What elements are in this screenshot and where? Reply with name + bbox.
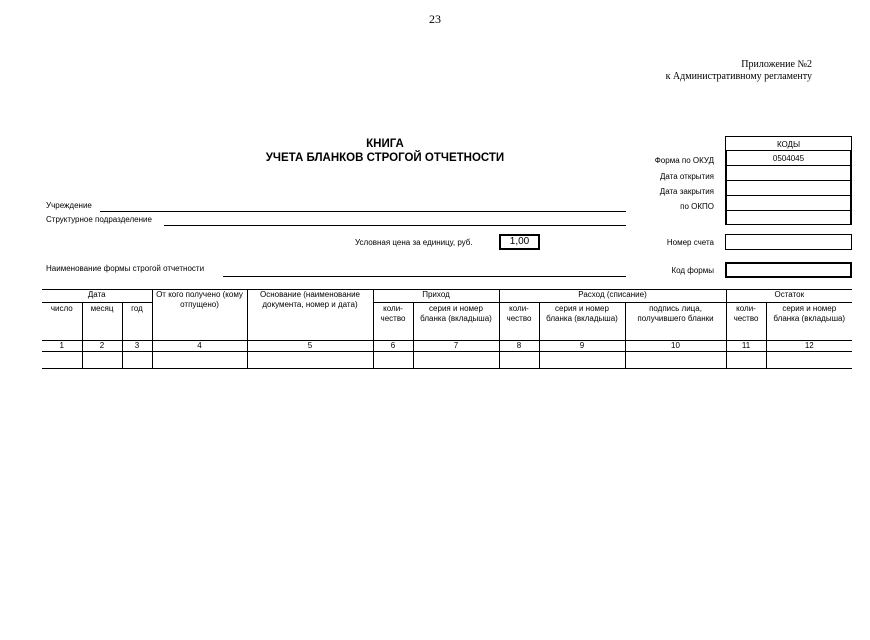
table-row[interactable]	[42, 352, 852, 369]
form-name-label: Наименование формы строгой отчетности	[46, 264, 205, 273]
okud-value[interactable]: 0504045	[725, 151, 852, 166]
account-number-label: Номер счета	[666, 238, 714, 247]
header-income-series: серия и номер бланка (вкладыша)	[413, 303, 499, 341]
form-name-line[interactable]	[223, 276, 626, 277]
division-label: Структурное подразделение	[46, 215, 152, 224]
header-balance: Остаток	[726, 290, 852, 303]
institution-line[interactable]	[100, 211, 626, 212]
column-number: 7	[413, 341, 499, 352]
header-income: Приход	[373, 290, 499, 303]
account-number-value[interactable]	[725, 234, 852, 250]
unit-price-box[interactable]: 1,00	[499, 234, 540, 250]
okpo-value[interactable]	[725, 196, 852, 211]
form-title-line-2: УЧЕТА БЛАНКОВ СТРОГОЙ ОТЧЕТНОСТИ	[265, 152, 505, 164]
table-cell[interactable]	[42, 352, 82, 369]
table-cell[interactable]	[122, 352, 152, 369]
header-expense-signature: подпись лица, получившего бланки	[625, 303, 726, 341]
table-cell[interactable]	[625, 352, 726, 369]
header-balance-series: серия и номер бланка (вкладыша)	[766, 303, 852, 341]
form-code-value[interactable]	[725, 262, 852, 278]
table-cell[interactable]	[373, 352, 413, 369]
table-cell[interactable]	[766, 352, 852, 369]
appendix-line-2: к Административному регламенту	[665, 71, 812, 82]
extra-code-value[interactable]	[725, 211, 852, 225]
open-date-value[interactable]	[725, 166, 852, 181]
header-date: Дата	[42, 290, 152, 303]
column-number: 11	[726, 341, 766, 352]
codes-block	[725, 136, 852, 225]
column-number: 6	[373, 341, 413, 352]
header-basis: Основание (наименование документа, номер и дата)	[247, 290, 373, 341]
table-cell[interactable]	[152, 352, 247, 369]
table-cell[interactable]	[539, 352, 625, 369]
table-cell[interactable]	[82, 352, 122, 369]
column-number: 3	[122, 341, 152, 352]
column-number: 12	[766, 341, 852, 352]
column-number: 2	[82, 341, 122, 352]
header-expense: Расход (списание)	[499, 290, 726, 303]
header-from: От кого получено (кому отпущено)	[152, 290, 247, 341]
table-cell[interactable]	[726, 352, 766, 369]
page-number: 23	[429, 12, 441, 26]
form-title	[240, 137, 530, 165]
header-day: число	[42, 303, 82, 341]
header-expense-series: серия и номер бланка (вкладыша)	[539, 303, 625, 341]
codes-header: КОДЫ	[725, 136, 852, 151]
header-expense-qty: коли- чество	[499, 303, 539, 341]
okud-label: Форма по ОКУД	[654, 156, 714, 165]
column-number: 4	[152, 341, 247, 352]
close-date-value[interactable]	[725, 181, 852, 196]
close-date-label: Дата закрытия	[659, 187, 714, 196]
table-cell[interactable]	[247, 352, 373, 369]
institution-label: Учреждение	[46, 201, 92, 210]
appendix-note	[666, 59, 812, 83]
form-code-label: Код формы	[671, 266, 714, 275]
header-income-qty: коли- чество	[373, 303, 413, 341]
okpo-label: по ОКПО	[680, 202, 714, 211]
column-number: 1	[42, 341, 82, 352]
form-title-line-1: КНИГА	[366, 138, 404, 150]
column-number: 8	[499, 341, 539, 352]
header-month: месяц	[82, 303, 122, 341]
division-line[interactable]	[164, 225, 626, 226]
ledger-table	[42, 289, 852, 369]
table-cell[interactable]	[413, 352, 499, 369]
open-date-label: Дата открытия	[659, 172, 714, 181]
appendix-line-1: Приложение №2	[741, 59, 812, 70]
header-balance-qty: коли- чество	[726, 303, 766, 341]
column-number: 9	[539, 341, 625, 352]
column-number: 5	[247, 341, 373, 352]
column-number: 10	[625, 341, 726, 352]
unit-price-label: Условная цена за единицу, руб.	[355, 238, 473, 247]
header-year: год	[122, 303, 152, 341]
table-cell[interactable]	[499, 352, 539, 369]
